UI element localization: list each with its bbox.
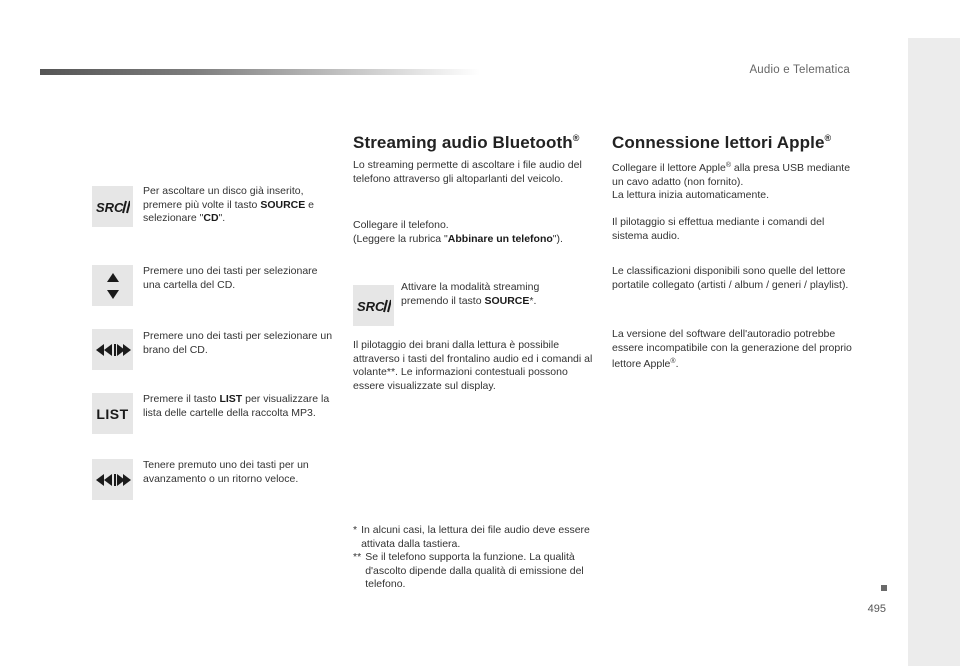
streaming-title: Streaming audio Bluetooth® bbox=[353, 133, 580, 152]
instruction-source-cd: Per ascoltare un disco già inserito, premere più volte il tasto SOURCE e selezionare "CD". bbox=[143, 185, 315, 224]
page-marker bbox=[881, 585, 887, 591]
instruction-track: Premere uno dei tasti per selezionare un brano del CD. bbox=[143, 330, 333, 356]
instruction-folder: Premere uno dei tasti per selezionare una cartella del CD. bbox=[143, 265, 318, 291]
apple-control: Il pilotaggio si effettua mediante i comandi del sistema audio. bbox=[612, 216, 825, 242]
page-number: 495 bbox=[867, 603, 886, 615]
apple-title: Connessione lettori Apple® bbox=[612, 133, 832, 152]
page-edge-strip bbox=[908, 38, 960, 666]
instruction-fast-seek: Tenere premuto uno dei tasti per un avanzamento o un ritorno veloce. bbox=[143, 459, 309, 485]
streaming-control: Il pilotaggio dei brani dalla lettura è possibile attraverso i tasti del frontalino audio ed i comandi al volante**. Le informazioni contestuali possono essere visualizzate sul display. bbox=[353, 339, 593, 392]
svg-text:SRC: SRC bbox=[95, 199, 123, 215]
streaming-connect: Collegare il telefono. (Leggere la rubrica "Abbinare un telefono"). bbox=[353, 219, 563, 245]
apple-compatibility: La versione del software dell'autoradio potrebbe essere incompatibile con la generazione del proprio lettore Apple®. bbox=[612, 328, 852, 370]
svg-text:SRC: SRC bbox=[356, 298, 384, 314]
streaming-activate: Attivare la modalità streaming premendo il tasto SOURCE*. bbox=[401, 281, 540, 307]
list-button-label: LIST bbox=[96, 405, 129, 422]
footnote: ** Se il telefono supporta la funzione. La qualità d'ascolto dipende dalla qualità di emissione del telefono. bbox=[353, 551, 584, 590]
header-gradient-bar bbox=[40, 69, 480, 75]
up-down-arrows-icon bbox=[92, 265, 133, 306]
apple-connect: Collegare il lettore Apple® alla presa USB mediante un cavo adatto (non fornito). La lettura inizia automaticamente. bbox=[612, 162, 851, 201]
streaming-intro: Lo streaming permette di ascoltare i file audio del telefono attraverso gli altoparlanti del veicolo. bbox=[353, 159, 582, 185]
apple-classifications: Le classificazioni disponibili sono quelle del lettore portatile collegato (artisti / album / generi / playlist). bbox=[612, 265, 849, 291]
src-button-icon bbox=[92, 186, 133, 227]
instruction-list: Premere il tasto LIST per visualizzare la lista delle cartelle della raccolta MP3. bbox=[143, 393, 330, 419]
footnote: * In alcuni casi, la lettura dei file audio deve essere attivata dalla tastiera. bbox=[353, 524, 590, 550]
list-button-icon bbox=[92, 393, 133, 434]
src-button-icon bbox=[353, 285, 394, 326]
seek-buttons-icon bbox=[92, 459, 133, 500]
footnotes bbox=[353, 524, 603, 592]
header-title: Audio e Telematica bbox=[749, 64, 850, 76]
seek-buttons-icon bbox=[92, 329, 133, 370]
